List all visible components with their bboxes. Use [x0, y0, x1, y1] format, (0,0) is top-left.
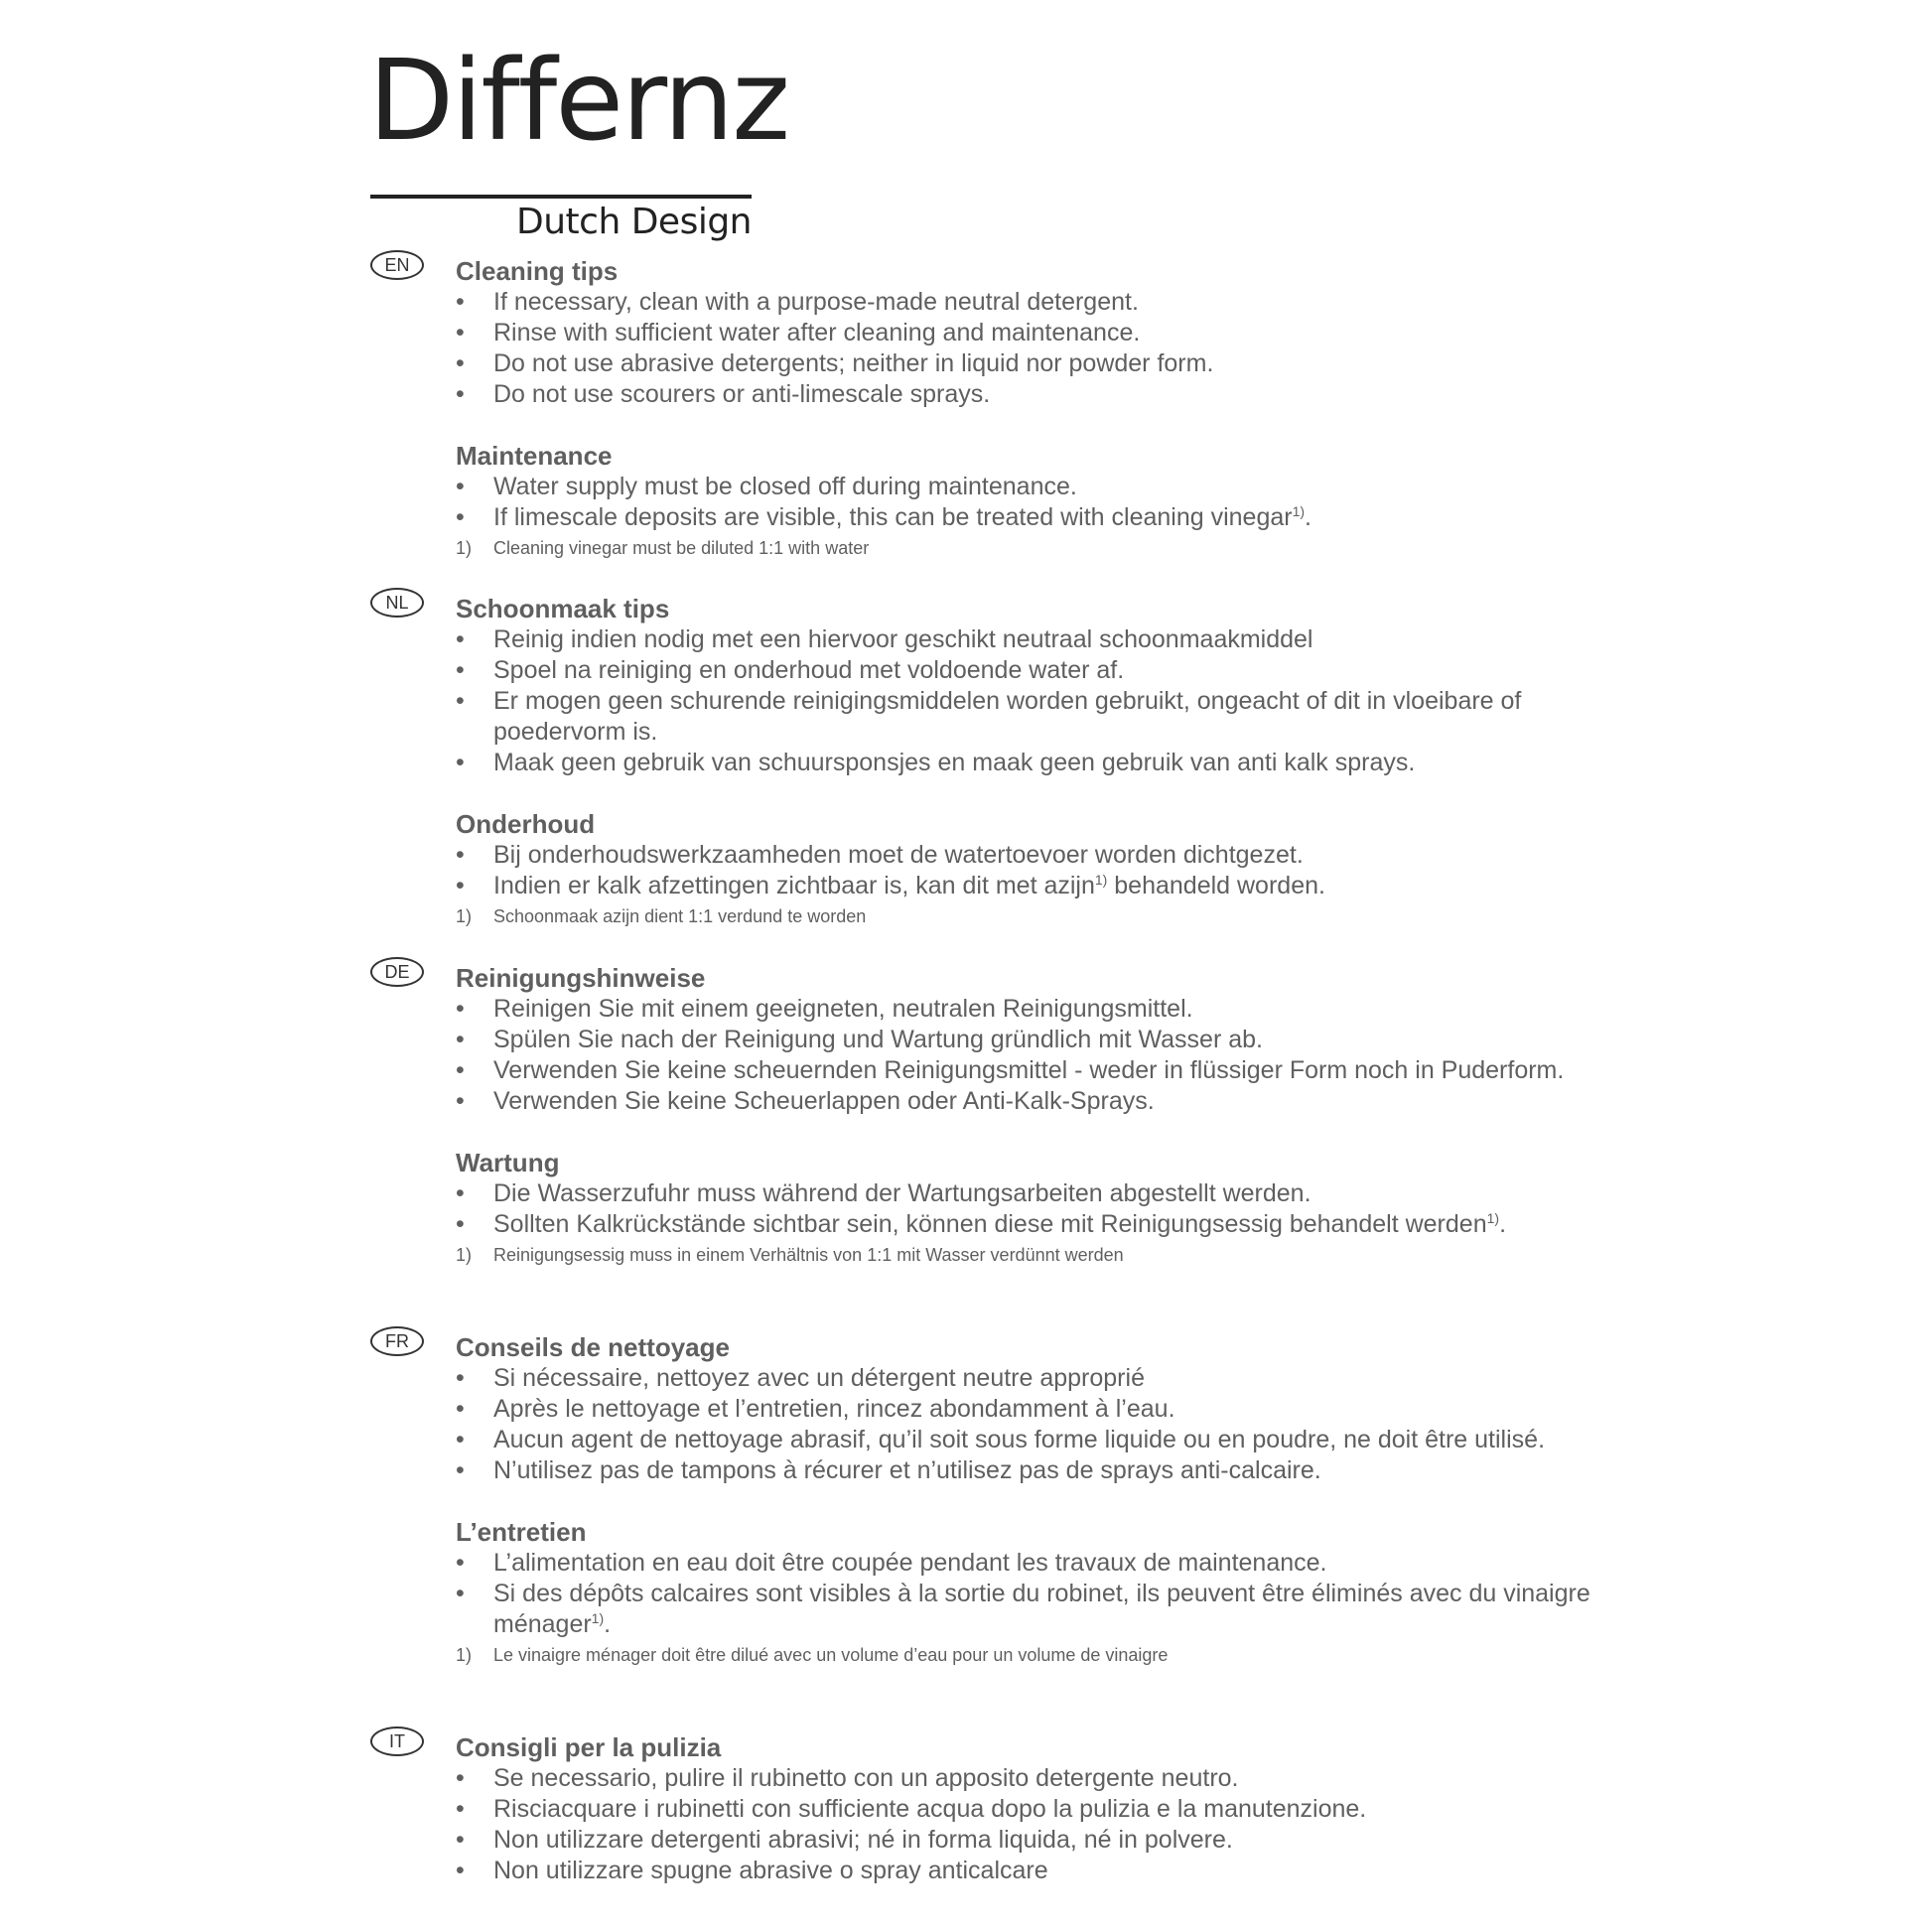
list-item-text: Reinig indien nodig met een hiervoor geschikt neutraal schoonmaakmiddel [493, 625, 1313, 653]
list-item-text: Do not use scourers or anti-limescale sprays. [493, 380, 991, 408]
list-item [456, 1055, 1607, 1086]
logo-tagline: Dutch Design [516, 202, 752, 242]
list-item [456, 1856, 1607, 1886]
block-spacer [456, 1117, 1607, 1148]
bullet-glyph: • [456, 1056, 465, 1084]
list-item [456, 379, 1607, 410]
bullet-glyph: • [456, 473, 465, 500]
bullet-glyph: • [456, 1857, 465, 1884]
list-item-text: Do not use abrasive detergents; neither in liquid nor powder form. [493, 349, 1214, 377]
bullet-glyph: • [456, 1456, 465, 1484]
list-item-text: Reinigen Sie mit einem geeigneten, neutralen Reinigungsmittel. [493, 995, 1193, 1023]
list-item [456, 1363, 1607, 1394]
footnote [456, 533, 1607, 564]
bullet-glyph: • [456, 319, 465, 346]
footnote-mark: 1) [456, 1245, 473, 1265]
cleaning-tips-heading: Cleaning tips [456, 256, 619, 286]
list-item [456, 502, 1607, 533]
list-item-text: Verwenden Sie keine scheuernden Reinigungsmittel - weder in flüssiger Form noch in Puderform. [493, 1056, 1565, 1084]
list-item-text: Rinse with sufficient water after cleaning and maintenance. [493, 319, 1141, 346]
bullet-glyph: • [456, 1087, 465, 1115]
footnote-text: Reinigungsessig muss in einem Verhältnis von 1:1 mit Wasser verdünnt werden [493, 1245, 1124, 1265]
block-spacer [456, 1486, 1607, 1517]
list-item-text: Maak geen gebruik van schuursponsjes en maak geen gebruik van anti kalk sprays. [493, 749, 1416, 776]
bullet-glyph: • [456, 1826, 465, 1854]
list-item [456, 287, 1607, 318]
brand-logo [368, 37, 788, 242]
bullet-glyph: • [456, 1364, 465, 1392]
footnote [456, 901, 1607, 932]
list-item [456, 1825, 1607, 1856]
list-item-text: Spoel na reiniging en onderhoud met voldoende water af. [493, 656, 1125, 684]
list-item [456, 624, 1607, 655]
list-item [456, 1579, 1607, 1640]
cleaning-tips-heading: Conseils de nettoyage [456, 1332, 730, 1362]
language-badge: FR [370, 1326, 424, 1356]
list-item-text-end: . [1305, 503, 1311, 531]
footnote-text: Schoonmaak azijn dient 1:1 verdund te worden [493, 906, 867, 926]
bullet-glyph: • [456, 1580, 465, 1607]
block-spacer [456, 410, 1607, 441]
list-item-text: Bij onderhoudswerkzaamheden moet de watertoevoer worden dichtgezet. [493, 841, 1304, 869]
block-spacer [456, 778, 1607, 809]
language-badge: DE [370, 957, 424, 987]
list-item-text-end: . [604, 1610, 612, 1638]
cleaning-tips-heading: Schoonmaak tips [456, 594, 670, 623]
bullet-glyph: • [456, 1795, 465, 1823]
list-item-text: Risciacquare i rubinetti con sufficiente acqua dopo la pulizia e la manutenzione. [493, 1795, 1367, 1823]
list-item-text: Verwenden Sie keine Scheuerlappen oder Anti-Kalk-Sprays. [493, 1087, 1155, 1115]
list-item-text: Indien er kalk afzettingen zichtbaar is, kan dit met azijn [493, 872, 1095, 899]
list-item-text: Non utilizzare detergenti abrasivi; né in forma liquida, né in polvere. [493, 1826, 1233, 1854]
footnote-reference: 1) [1486, 1210, 1500, 1226]
section-text [456, 1732, 1607, 1886]
section-text [456, 963, 1607, 1271]
list-item [456, 1209, 1607, 1240]
bullet-glyph: • [456, 288, 465, 316]
list-item [456, 1455, 1607, 1486]
cleaning-tips-heading: Reinigungshinweise [456, 963, 706, 993]
footnote-reference: 1) [591, 1610, 605, 1626]
maintenance-heading: Maintenance [456, 441, 613, 471]
list-item-text: If limescale deposits are visible, this can be treated with cleaning vinegar [493, 503, 1293, 531]
list-item [456, 1086, 1607, 1117]
bullet-glyph: • [456, 380, 465, 408]
maintenance-heading: Wartung [456, 1148, 560, 1177]
list-item-text: Water supply must be closed off during maintenance. [493, 473, 1077, 500]
cleaning-tips-heading: Consigli per la pulizia [456, 1732, 722, 1762]
bullet-glyph: • [456, 625, 465, 653]
list-item-text: Non utilizzare spugne abrasive o spray anticalcare [493, 1857, 1048, 1884]
maintenance-heading: Onderhoud [456, 809, 596, 839]
list-item-text: Er mogen geen schurende reinigingsmiddelen worden gebruikt, ongeacht of dit in vloeibare of poedervorm is. [493, 687, 1522, 746]
list-item-text: Die Wasserzufuhr muss während der Wartungsarbeiten abgestellt werden. [493, 1179, 1311, 1207]
list-item [456, 318, 1607, 348]
list-item-text: Sollten Kalkrückstände sichtbar sein, können diese mit Reinigungsessig behandelt werden [493, 1210, 1487, 1238]
list-item [456, 1025, 1607, 1055]
bullet-glyph: • [456, 1426, 465, 1453]
footnote-reference: 1) [1292, 503, 1306, 519]
list-item [456, 748, 1607, 778]
list-item-text: Se necessario, pulire il rubinetto con un apposito detergente neutro. [493, 1764, 1239, 1792]
list-item [456, 1425, 1607, 1455]
bullet-glyph: • [456, 687, 465, 715]
list-item-text: Spülen Sie nach der Reinigung und Wartung gründlich mit Wasser ab. [493, 1026, 1263, 1053]
section-text [456, 594, 1607, 932]
list-item [456, 871, 1607, 901]
list-item-text: Si des dépôts calcaires sont visibles à la sortie du robinet, ils peuvent être éliminés avec du vinaigre ménager [493, 1580, 1590, 1638]
list-item-text: If necessary, clean with a purpose-made neutral detergent. [493, 288, 1139, 316]
list-item [456, 1763, 1607, 1794]
list-item [456, 655, 1607, 686]
list-item-text-end: behandeld worden. [1107, 872, 1325, 899]
list-item [456, 994, 1607, 1025]
list-item [456, 686, 1607, 748]
list-item-text: Aucun agent de nettoyage abrasif, qu’il soit sous forme liquide ou en poudre, ne doit être utilisé. [493, 1426, 1546, 1453]
list-item [456, 1394, 1607, 1425]
footnote-mark: 1) [456, 906, 473, 926]
list-item [456, 348, 1607, 379]
footnote [456, 1240, 1607, 1271]
footnote [456, 1640, 1607, 1671]
language-badge: NL [370, 588, 424, 618]
bullet-glyph: • [456, 349, 465, 377]
logo-wordmark: Differnz [368, 37, 788, 166]
footnote-mark: 1) [456, 1645, 473, 1665]
footnote-mark: 1) [456, 538, 473, 558]
section-text [456, 1332, 1607, 1671]
footnote-text: Cleaning vinegar must be diluted 1:1 with water [493, 538, 870, 558]
list-item [456, 1178, 1607, 1209]
bullet-glyph: • [456, 872, 465, 899]
bullet-glyph: • [456, 1395, 465, 1423]
bullet-glyph: • [456, 1179, 465, 1207]
bullet-glyph: • [456, 995, 465, 1023]
language-badge: IT [370, 1726, 424, 1756]
list-item [456, 472, 1607, 502]
list-item [456, 1794, 1607, 1825]
language-badge: EN [370, 250, 424, 280]
footnote-text: Le vinaigre ménager doit être dilué avec un volume d’eau pour un volume de vinaigre [493, 1645, 1169, 1665]
section-text [456, 256, 1607, 564]
list-item-text: N’utilisez pas de tampons à récurer et n’utilisez pas de sprays anti-calcaire. [493, 1456, 1321, 1484]
bullet-glyph: • [456, 1210, 465, 1238]
list-item-text: Après le nettoyage et l’entretien, rincez abondamment à l’eau. [493, 1395, 1175, 1423]
maintenance-heading: L’entretien [456, 1517, 587, 1547]
bullet-glyph: • [456, 656, 465, 684]
bullet-glyph: • [456, 1549, 465, 1577]
logo-rule [370, 195, 752, 199]
bullet-glyph: • [456, 1764, 465, 1792]
list-item-text: L’alimentation en eau doit être coupée pendant les travaux de maintenance. [493, 1549, 1327, 1577]
bullet-glyph: • [456, 1026, 465, 1053]
bullet-glyph: • [456, 503, 465, 531]
list-item-text-end: . [1499, 1210, 1507, 1238]
list-item-text: Si nécessaire, nettoyez avec un détergent neutre approprié [493, 1364, 1145, 1392]
footnote-reference: 1) [1094, 872, 1108, 888]
list-item [456, 1548, 1607, 1579]
bullet-glyph: • [456, 749, 465, 776]
list-item [456, 840, 1607, 871]
bullet-glyph: • [456, 841, 465, 869]
